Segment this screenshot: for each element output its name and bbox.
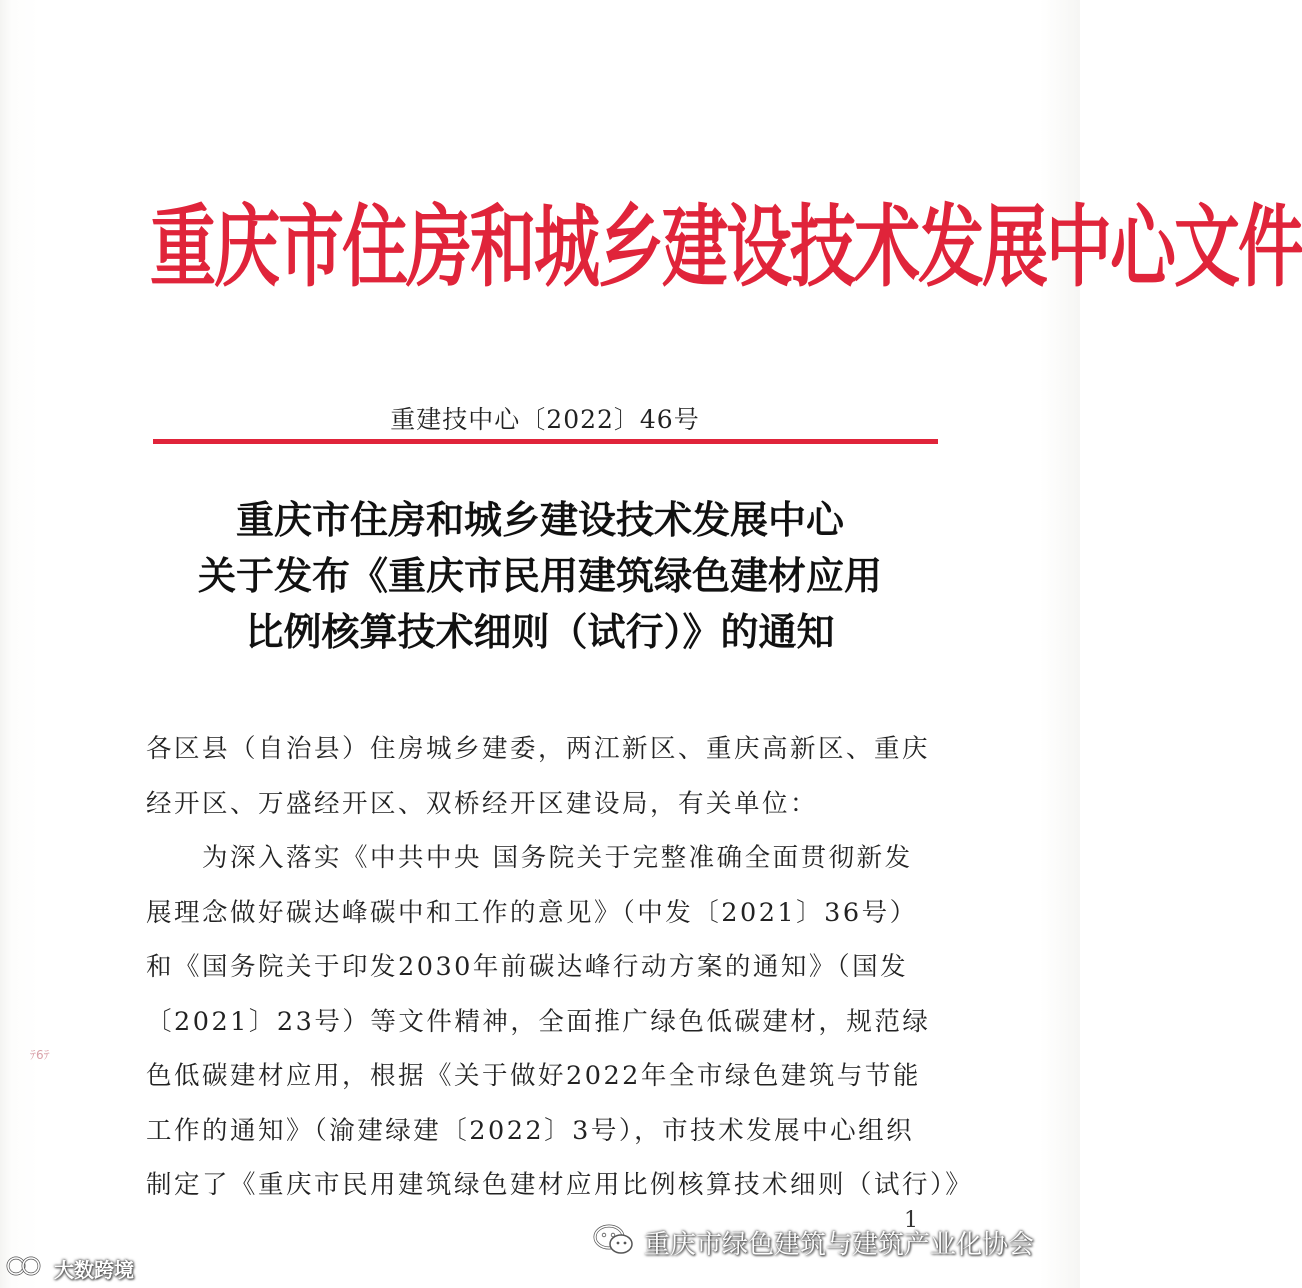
watermark-brand-text: 大数跨境 bbox=[54, 1257, 134, 1282]
wechat-icon bbox=[592, 1223, 636, 1261]
body-line: 经开区、万盛经开区、双桥经开区建设局，有关单位： bbox=[146, 788, 819, 819]
body-line: 展理念做好碳达峰碳中和工作的意见》（中发〔2021〕36号） bbox=[146, 897, 918, 928]
body-line: 制定了《重庆市民用建筑绿色建材应用比例核算技术细则（试行）》 bbox=[146, 1170, 974, 1200]
notice-title bbox=[150, 492, 930, 660]
title-line: 重庆市住房和城乡建设技术发展中心 bbox=[235, 497, 844, 542]
body-line: 各区县（自治县）住房城乡建委，两江新区、重庆高新区、重庆 bbox=[146, 734, 931, 764]
red-divider bbox=[153, 439, 938, 444]
document-number: 重建技中心〔2022〕46号 bbox=[390, 405, 700, 434]
brand-watermark bbox=[6, 1254, 134, 1282]
title-line: 关于发布《重庆市民用建筑绿色建材应用 bbox=[197, 553, 882, 598]
brand-logo-icon bbox=[6, 1254, 50, 1282]
wechat-watermark bbox=[592, 1222, 1034, 1262]
body-line: 为深入落实《中共中央 国务院关于完整准确全面贯彻新发 bbox=[146, 843, 913, 873]
faint-stamp-mark: ﾃ6ﾃ bbox=[30, 1048, 50, 1062]
watermark-text: 重庆市绿色建筑与建筑产业化协会 bbox=[644, 1229, 1035, 1260]
body-line: 色低碳建材应用，根据《关于做好2022年全市绿色建筑与节能 bbox=[146, 1061, 921, 1091]
body-line: 工作的通知》（渝建绿建〔2022〕3号），市技术发展中心组织 bbox=[146, 1115, 915, 1146]
page-number: 1 bbox=[904, 1208, 918, 1233]
masthead-title: 重庆市住房和城乡建设技术发展中心文件 bbox=[150, 195, 1302, 300]
notice-body bbox=[146, 722, 974, 1213]
body-line: 〔2021〕23号）等文件精神，全面推广绿色低碳建材，规范绿 bbox=[146, 1006, 931, 1037]
title-line: 比例核算技术细则（试行）》的通知 bbox=[245, 609, 835, 654]
body-line: 和《国务院关于印发2030年前碳达峰行动方案的通知》（国发 bbox=[146, 952, 909, 982]
